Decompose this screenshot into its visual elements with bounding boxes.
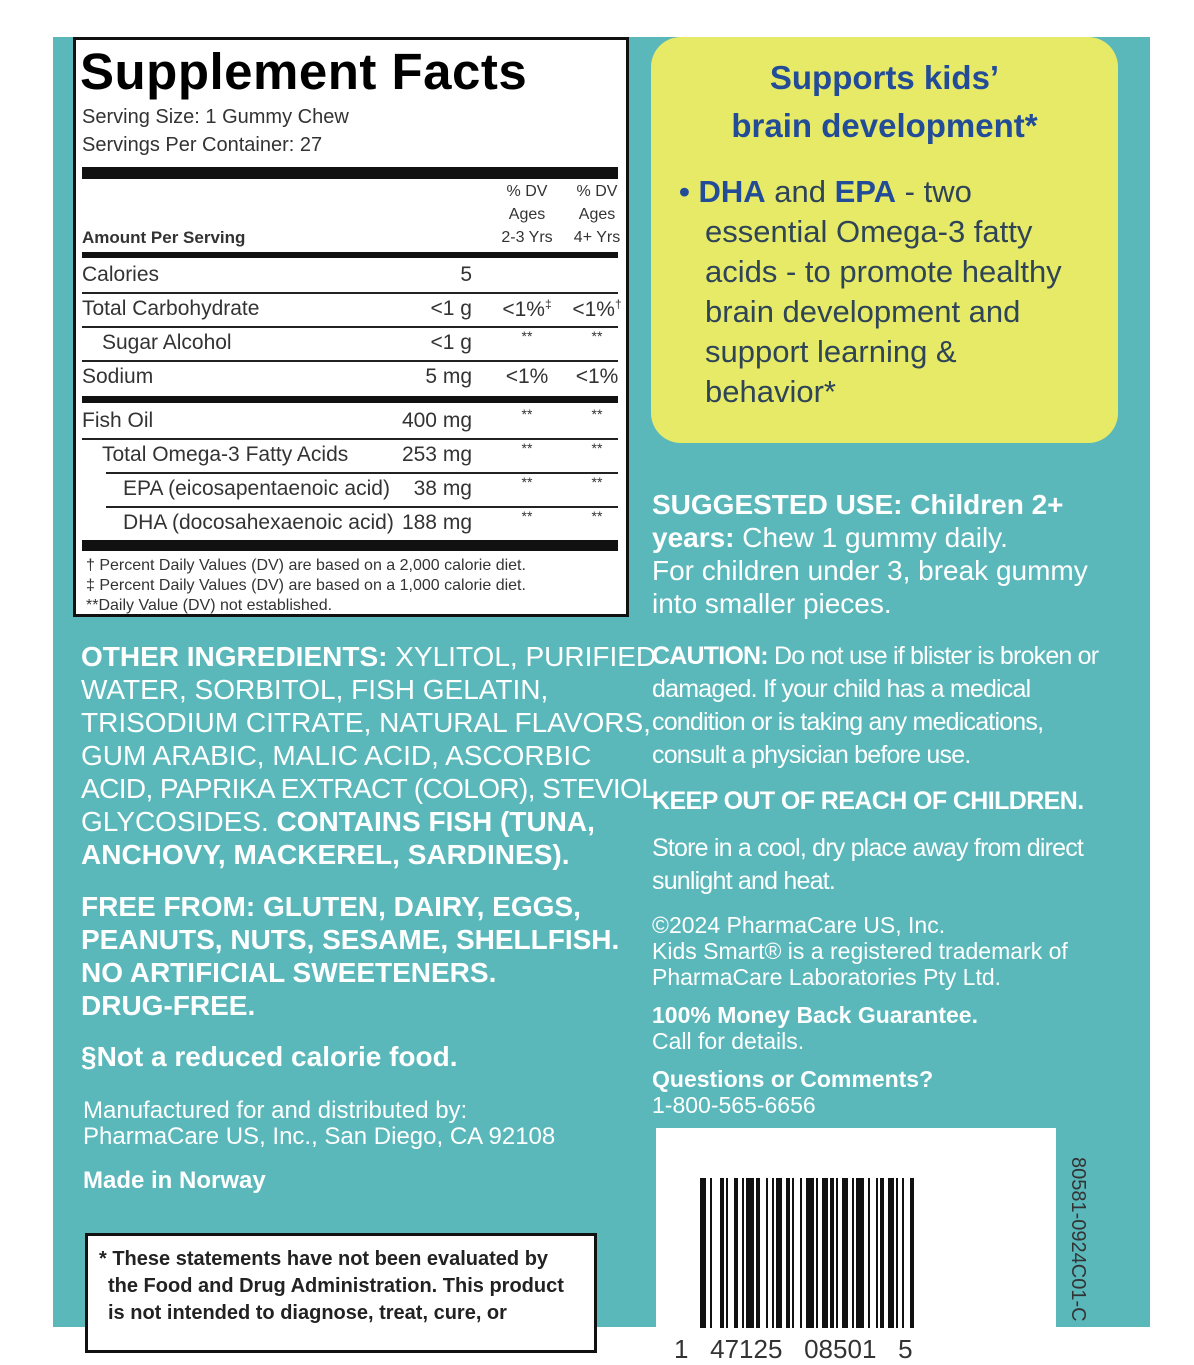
barcode-bar <box>822 1178 828 1328</box>
footnote-2000: † Percent Daily Values (DV) are based on a 2,000 calorie diet. <box>86 557 526 574</box>
barcode-bar <box>806 1178 814 1328</box>
barcode-bar <box>776 1178 782 1328</box>
ingredients-line-4: GUM ARABIC, MALIC ACID, ASCORBIC <box>81 740 592 771</box>
barcode-bar <box>772 1178 774 1328</box>
barcode-bar <box>856 1178 864 1328</box>
facts-row-sugar-alcohol: Sugar Alcohol <1 g ** ** <box>102 328 603 354</box>
barcode <box>656 1128 1056 1364</box>
supplement-facts-panel <box>73 37 629 617</box>
questions-title: Questions or Comments? <box>652 1066 934 1092</box>
storage-line-1: Store in a cool, dry place away from direct <box>652 834 1084 862</box>
barcode-bar <box>836 1178 838 1328</box>
callout-line-1: • DHA and EPA - two <box>679 174 972 209</box>
servings-per-container: Servings Per Container: 27 <box>82 134 323 156</box>
manufactured-line-2: PharmaCare US, Inc., San Diego, CA 92108 <box>83 1123 556 1150</box>
barcode-bar <box>756 1178 760 1328</box>
product-code: 80581-0924C01-C <box>1067 1157 1089 1322</box>
suggested-use-line-1: SUGGESTED USE: Children 2+ <box>652 489 1064 520</box>
callout-line-2: essential Omega-3 fatty <box>705 214 1033 249</box>
ingredients-line-2: WATER, SORBITOL, FISH GELATIN, <box>81 674 549 705</box>
ingredients-line-1: OTHER INGREDIENTS: XYLITOL, PURIFIED <box>81 641 657 672</box>
facts-row-omega-3: Total Omega-3 Fatty Acids 253 mg ** ** <box>102 440 603 466</box>
callout-heading-line2: brain development* <box>731 107 1038 144</box>
barcode-bar <box>830 1178 834 1328</box>
barcode-bar <box>868 1178 870 1328</box>
disclaimer-line-1: * These statements have not been evaluated by <box>99 1248 549 1270</box>
facts-row-epa: EPA (eicosapentaenoic acid) 38 mg ** ** <box>123 474 603 500</box>
footnote-1000: ‡ Percent Daily Values (DV) are based on a 1,000 calorie diet. <box>86 577 526 594</box>
barcode-bar <box>842 1178 848 1328</box>
dv-header-4plus: % DV Ages 4+ Yrs <box>573 183 621 246</box>
suggested-use-line-3: For children under 3, break gummy <box>652 555 1088 586</box>
free-from-line-4: DRUG-FREE. <box>81 990 256 1021</box>
callout-line-6: behavior* <box>705 374 836 409</box>
guarantee-detail: Call for details. <box>652 1028 805 1054</box>
caution-line-2: damaged. If your child has a medical <box>652 675 1031 703</box>
callout-line-5: support learning & <box>705 334 957 369</box>
barcode-bar <box>896 1178 898 1328</box>
ingredients-line-3: TRISODIUM CITRATE, NATURAL FLAVORS, <box>81 707 651 738</box>
ingredients-line-5: ACID, PAPRIKA EXTRACT (COLOR), STEVIOL <box>81 773 657 804</box>
facts-row-fish-oil: Fish Oil 400 mg ** ** <box>82 406 603 432</box>
copyright-line-1: ©2024 PharmaCare US, Inc. <box>652 912 946 938</box>
barcode-bar <box>766 1178 768 1328</box>
facts-title: Supplement Facts <box>80 43 528 100</box>
barcode-bar <box>746 1178 754 1328</box>
barcode-bar <box>888 1178 894 1328</box>
disclaimer-line-3: is not intended to diagnose, treat, cure, or <box>108 1302 507 1324</box>
manufactured-line-1: Manufactured for and distributed by: <box>83 1097 468 1124</box>
barcode-bar <box>880 1178 884 1328</box>
barcode-bar <box>726 1178 728 1328</box>
brain-development-callout <box>651 37 1118 443</box>
guarantee-title: 100% Money Back Guarantee. <box>652 1002 978 1028</box>
suggested-use-line-4: into smaller pieces. <box>652 588 892 619</box>
barcode-bar <box>786 1178 790 1328</box>
barcode-bar <box>720 1178 724 1328</box>
ingredients-line-7: ANCHOVY, MACKEREL, SARDINES). <box>81 839 570 870</box>
amount-per-serving-label: Amount Per Serving <box>82 228 246 247</box>
free-from-line-3: NO ARTIFICIAL SWEETENERS. <box>81 957 497 988</box>
dv-header-2-3: % DV Ages 2-3 Yrs <box>501 183 553 246</box>
medium-divider <box>82 396 618 403</box>
made-in-norway: Made in Norway <box>83 1167 266 1194</box>
caution-line-1: CAUTION: Do not use if blister is broken or <box>652 642 1099 670</box>
disclaimer-line-2: the Food and Drug Administration. This product <box>108 1275 564 1297</box>
callout-heading-line1: Supports kids’ <box>769 59 1000 96</box>
barcode-bar <box>792 1178 794 1328</box>
barcode-bar <box>800 1178 802 1328</box>
callout-line-4: brain development and <box>705 294 1021 329</box>
copyright-line-3: PharmaCare Laboratories Pty Ltd. <box>652 964 1002 990</box>
footnote-dv-not-established: **Daily Value (DV) not established. <box>86 597 333 614</box>
barcode-bar <box>876 1178 878 1328</box>
label-panel <box>53 37 1150 1364</box>
barcode-bar <box>734 1178 738 1328</box>
suggested-use-line-2: years: Chew 1 gummy daily. <box>652 522 1008 553</box>
barcode-bar <box>710 1178 712 1328</box>
barcode-bar <box>852 1178 854 1328</box>
caution-line-4: consult a physician before use. <box>652 741 971 769</box>
facts-row-sodium: Sodium 5 mg <1% <1% <box>82 365 619 388</box>
barcode-bar <box>902 1178 904 1328</box>
storage-line-2: sunlight and heat. <box>652 867 835 895</box>
facts-row-calories: Calories 5 <box>82 263 472 286</box>
thick-divider <box>82 167 618 179</box>
copyright-line-2: Kids Smart® is a registered trademark of <box>652 938 1068 964</box>
fda-disclaimer <box>85 1233 597 1353</box>
barcode-bar <box>910 1178 914 1328</box>
barcode-bar <box>700 1178 706 1328</box>
barcode-bar <box>742 1178 744 1328</box>
barcode-bars <box>656 1128 1056 1358</box>
barcode-bar <box>816 1178 818 1328</box>
facts-row-total-carbohydrate: Total Carbohydrate <1 g <1%‡ <1%† <box>82 297 622 321</box>
not-reduced-calorie: §Not a reduced calorie food. <box>81 1041 458 1072</box>
keep-out-of-reach: KEEP OUT OF REACH OF CHILDREN. <box>652 787 1084 815</box>
serving-size: Serving Size: 1 Gummy Chew <box>82 106 349 128</box>
phone-number: 1-800-565-6656 <box>652 1092 816 1118</box>
free-from-line-2: PEANUTS, NUTS, SESAME, SHELLFISH. <box>81 924 620 955</box>
facts-row-dha: DHA (docosahexaenoic acid) 188 mg ** ** <box>123 508 603 534</box>
ingredients-line-6: GLYCOSIDES. CONTAINS FISH (TUNA, <box>81 806 595 837</box>
thick-divider <box>82 540 618 551</box>
free-from-line-1: FREE FROM: GLUTEN, DAIRY, EGGS, <box>81 891 581 922</box>
caution-line-3: condition or is taking any medications, <box>652 708 1044 736</box>
barcode-digits: 1 47125 08501 5 <box>674 1334 913 1364</box>
callout-line-3: acids - to promote healthy <box>705 254 1062 289</box>
